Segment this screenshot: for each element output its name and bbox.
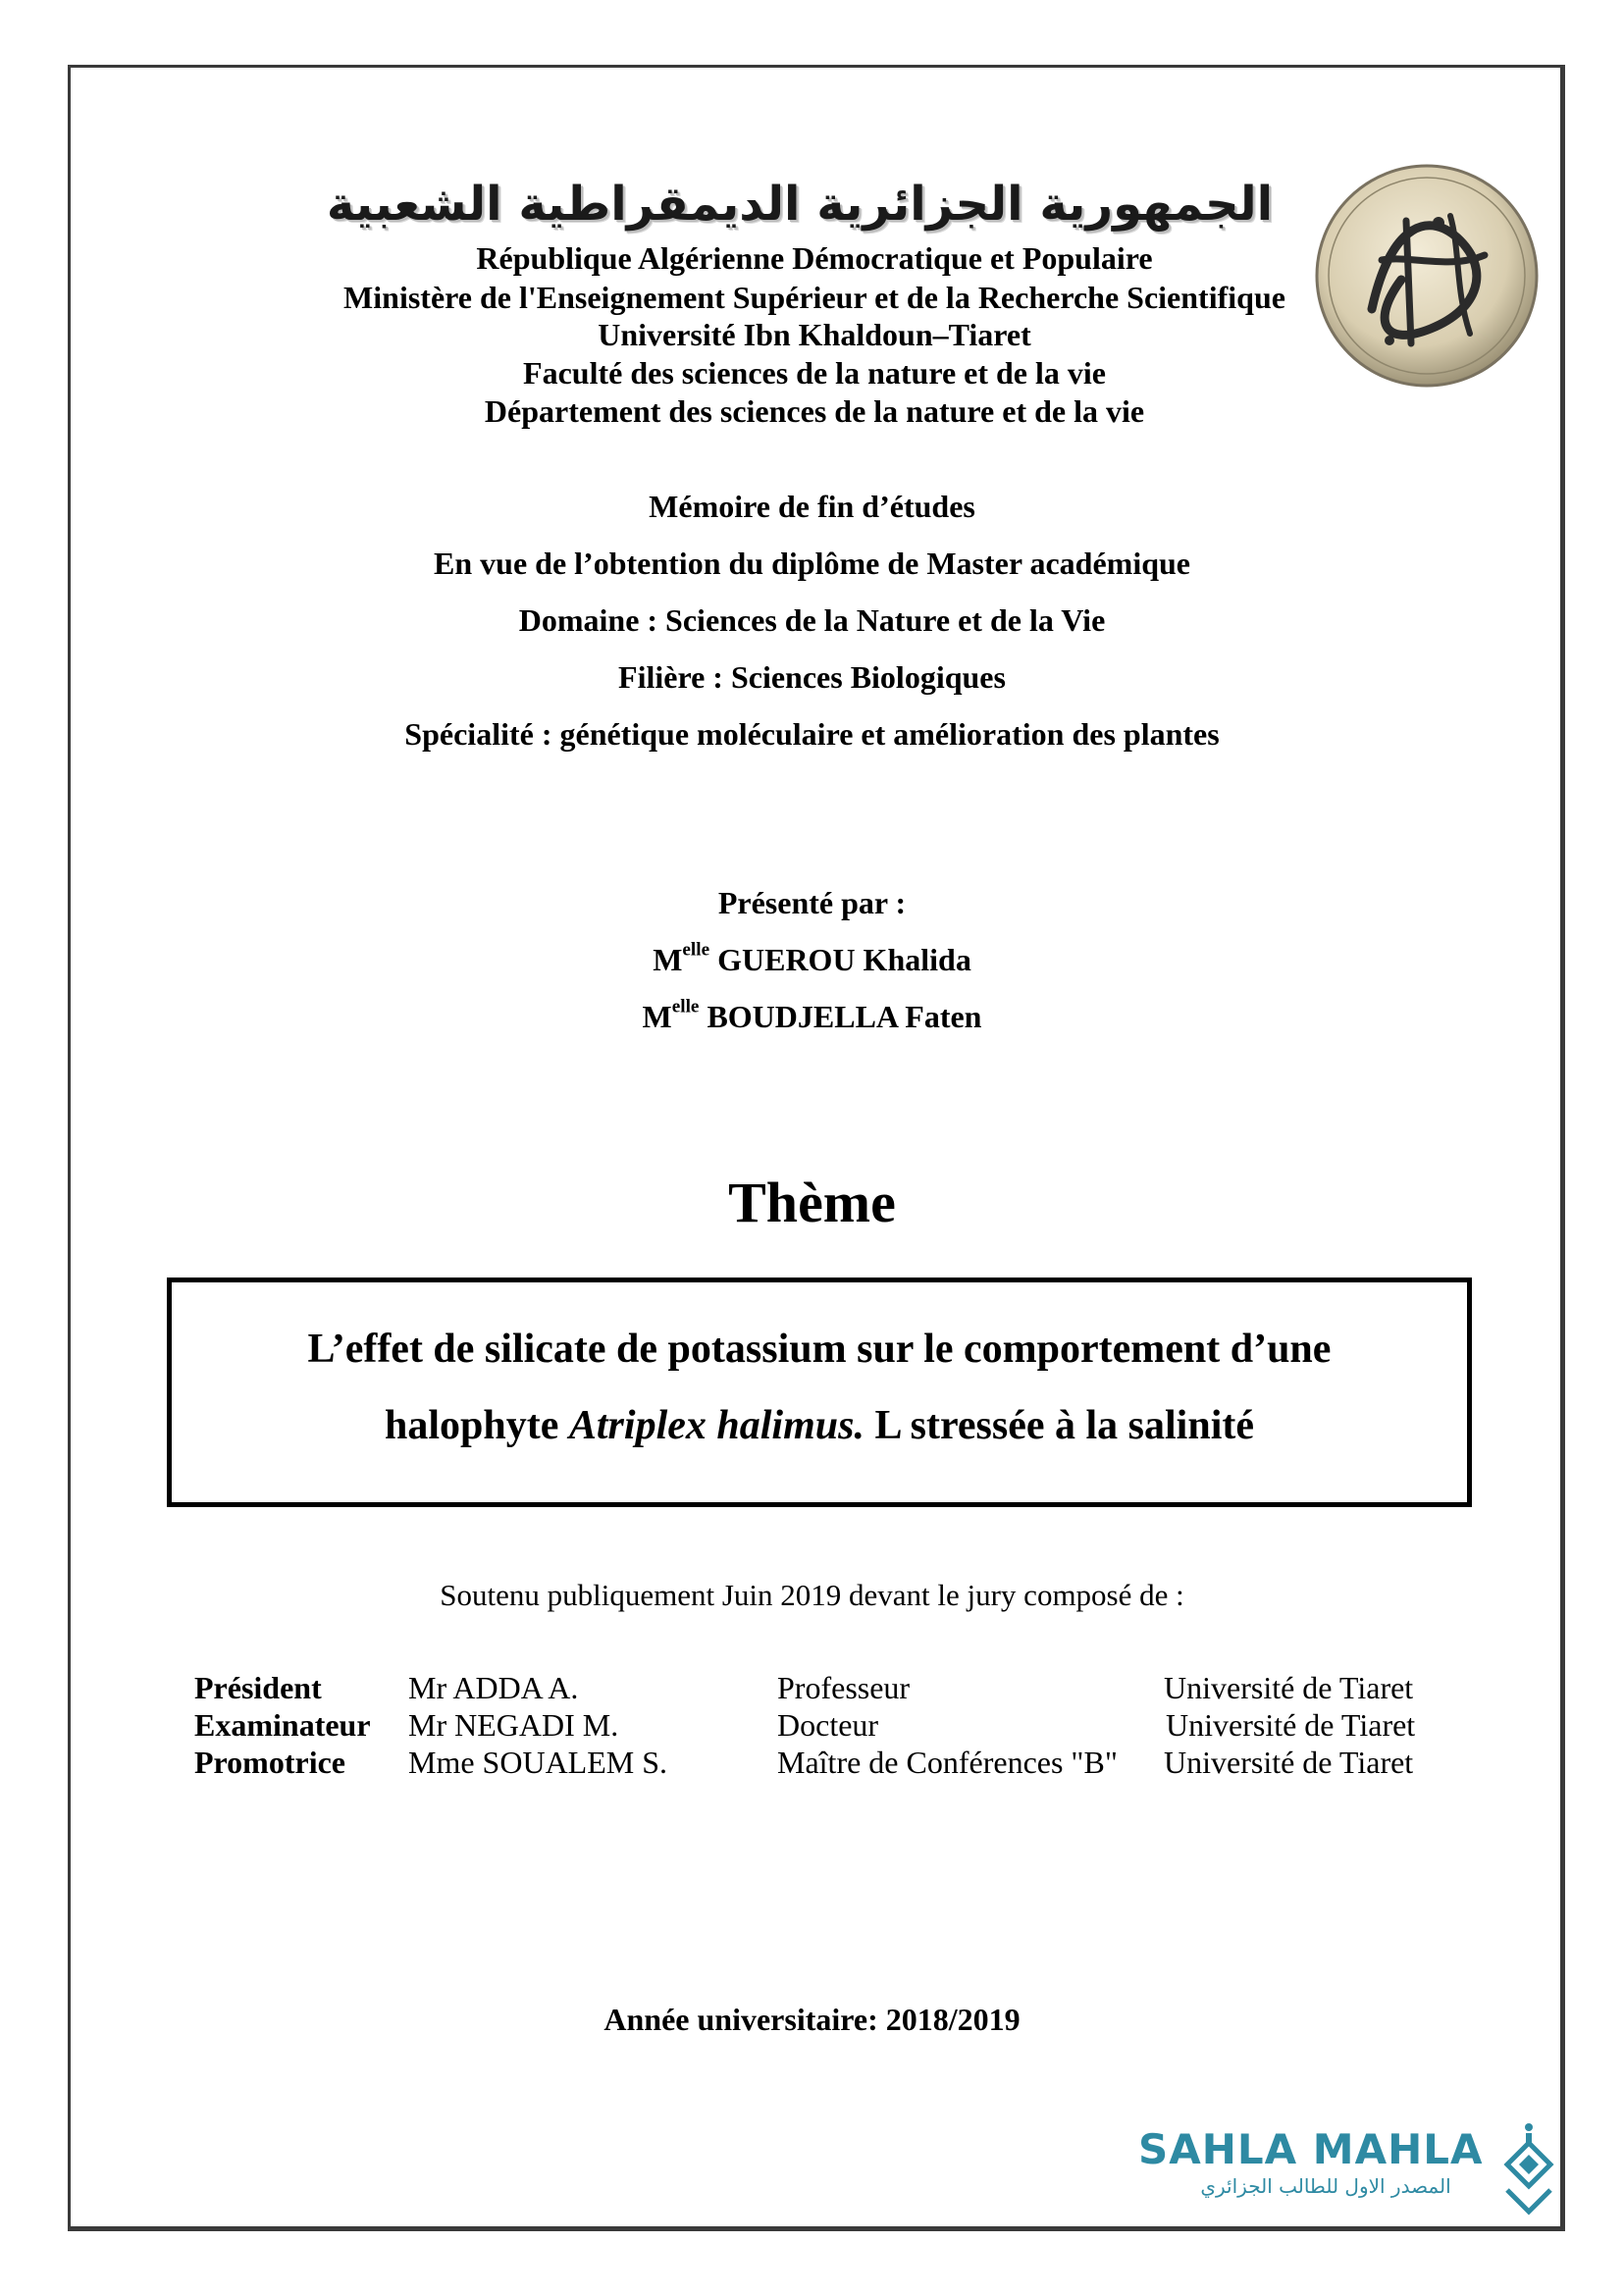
thesis-title-box bbox=[167, 1278, 1472, 1507]
jury-name: Mr NEGADI M. bbox=[408, 1707, 619, 1743]
jury-role: Promotrice bbox=[194, 1745, 345, 1780]
diploma-line-memoire: Mémoire de fin d’études bbox=[649, 489, 975, 524]
presented-by-label: Présenté par : bbox=[717, 885, 907, 920]
jury-role: Président bbox=[194, 1670, 322, 1705]
jury-role: Examinateur bbox=[194, 1707, 371, 1743]
watermark-brand: SAHLA MAHLA bbox=[1138, 2125, 1484, 2173]
sahla-mahla-logo-icon bbox=[1499, 2119, 1558, 2217]
jury-title: Docteur bbox=[777, 1707, 879, 1743]
header-line-university: Université Ibn Khaldoun–Tiaret bbox=[598, 317, 1031, 352]
header-line-ministry: Ministère de l'Enseignement Supérieur et de la Recherche Scientifique bbox=[343, 280, 1285, 315]
diploma-line-domain: Domaine : Sciences de la Nature et de la Vie bbox=[518, 602, 1106, 638]
thesis-title-line-2: halophyte Atriplex halimus. L stressée à la salinité bbox=[385, 1403, 1254, 1448]
jury-title: Professeur bbox=[777, 1670, 911, 1705]
diploma-line-field: Filière : Sciences Biologiques bbox=[618, 659, 1006, 695]
header-line-republic: République Algérienne Démocratique et Populaire bbox=[476, 240, 1153, 276]
jury-title: Maître de Conférences "B" bbox=[777, 1745, 1118, 1780]
theme-heading: Thème bbox=[728, 1171, 896, 1234]
thesis-title-line-1: L’effet de silicate de potassium sur le comportement d’une bbox=[307, 1327, 1332, 1372]
header-line-faculty: Faculté des sciences de la nature et de la vie bbox=[523, 355, 1106, 391]
jury-name: Mr ADDA A. bbox=[408, 1670, 579, 1705]
university-seal-icon bbox=[1313, 162, 1541, 390]
student-2: $M^{elle}$ BOUDJELLA Faten bbox=[642, 996, 982, 1034]
jury-institution: Université de Tiaret bbox=[1166, 1707, 1416, 1743]
academic-year: Année universitaire: 2018/2019 bbox=[603, 2002, 1021, 2037]
diploma-line-specialty: Spécialité : génétique moléculaire et amélioration des plantes bbox=[404, 716, 1220, 752]
watermark-tagline: المصدر الاول للطالب الجزائري bbox=[1200, 2174, 1451, 2198]
jury-institution: Université de Tiaret bbox=[1164, 1745, 1414, 1780]
diploma-line-master: En vue de l’obtention du diplôme de Master académique bbox=[434, 546, 1190, 581]
header-line-department: Département des sciences de la nature et de la vie bbox=[484, 393, 1145, 429]
student-1: $M^{elle}$ GUEROU Khalida bbox=[653, 939, 971, 977]
defense-statement: Soutenu publiquement Juin 2019 devant le jury composé de : bbox=[440, 1578, 1184, 1612]
arabic-republic-title: الجمهورية الجزائرية الديمقراطية الشعبية bbox=[326, 177, 1274, 232]
jury-institution: Université de Tiaret bbox=[1164, 1670, 1414, 1705]
jury-name: Mme SOUALEM S. bbox=[408, 1745, 668, 1780]
